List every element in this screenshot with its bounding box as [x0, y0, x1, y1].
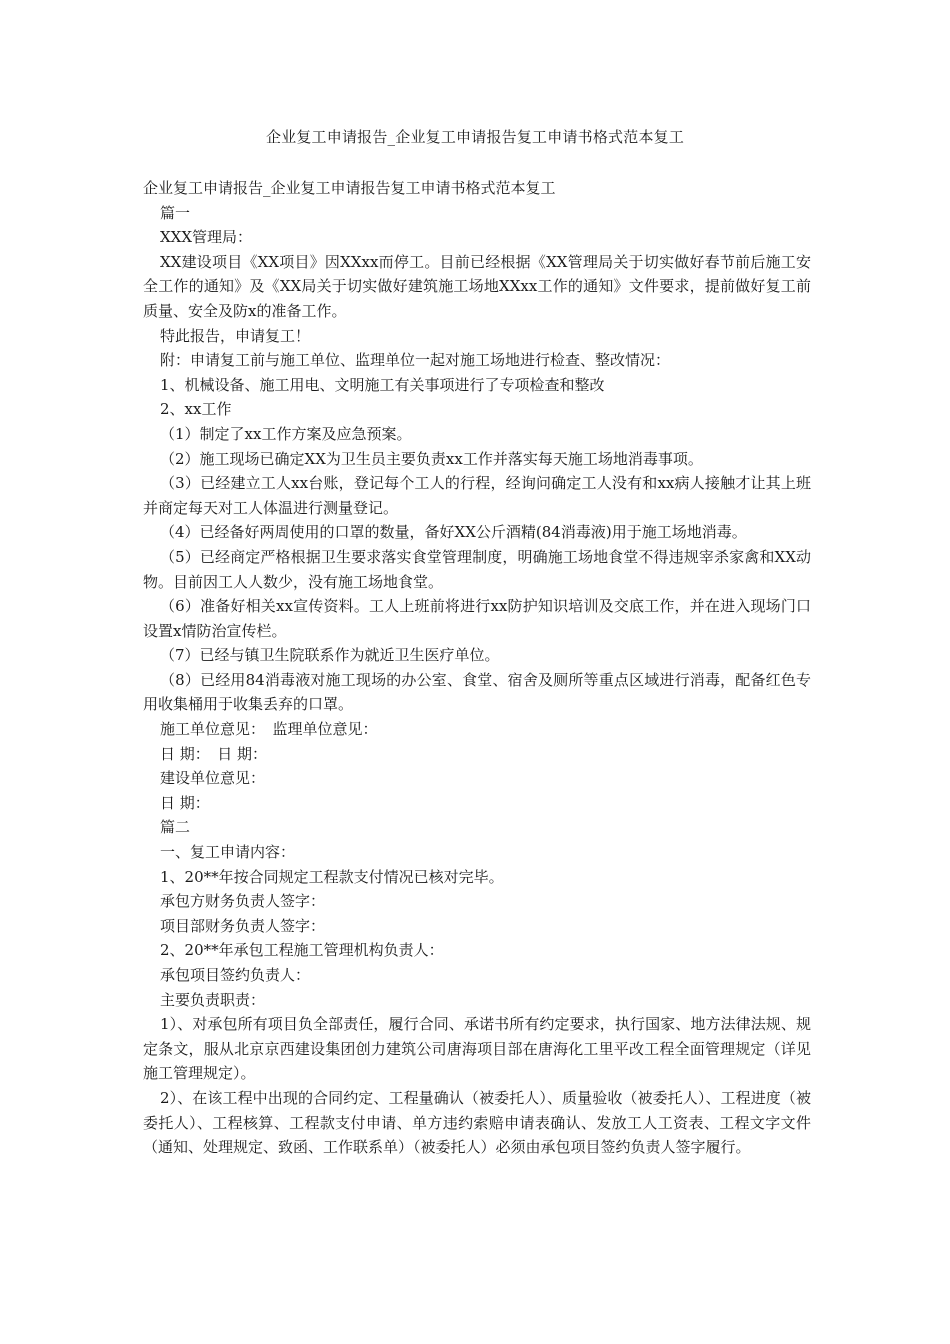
- paragraph: （2）施工现场已确定XX为卫生员主要负责xx工作并落实每天施工场地消毒事项。: [160, 449, 703, 468]
- paragraph: 建设单位意见：: [160, 769, 266, 788]
- document-body: [143, 176, 811, 1160]
- paragraph: 1、20**年按合同规定工程款支付情况已核对完毕。: [160, 867, 504, 886]
- paragraph: 1、机械设备、施工用电、文明施工有关事项进行了专项检查和整改: [160, 375, 605, 394]
- paragraph: 项目部财务负责人签字：: [160, 916, 326, 935]
- paragraph: 日 期：: [160, 793, 210, 812]
- paragraph: 一、复工申请内容：: [160, 843, 296, 862]
- paragraph: 篇二: [160, 818, 191, 837]
- document-title: 企业复工申请报告_企业复工申请报告复工申请书格式范本复工: [265, 128, 685, 146]
- paragraph: （3）已经建立工人xx台账，登记每个工人的行程，经询问确定工人没有和xx病人接触才让其上班并商定每天对工人体温进行测量登记。: [143, 474, 811, 517]
- paragraph: 施工单位意见： 监理单位意见：: [160, 720, 378, 739]
- paragraph: 1）、对承包所有项目负全部责任，履行合同、承诺书所有约定要求，执行国家、地方法律法规、规定条文，服从北京京西建设集团创力建筑公司唐海项目部在唐海化工里平改工程全面管理规定（详见施工管理规定）。: [143, 1015, 811, 1083]
- paragraph: 日 期： 日 期：: [160, 744, 268, 763]
- paragraph: （1）制定了xx工作方案及应急预案。: [160, 424, 412, 443]
- paragraph: 2）、在该工程中出现的合同约定、工程量确认（被委托人）、质量验收（被委托人）、工程进度（被委托人）、工程核算、工程款支付申请、单方违约索赔申请表确认、发放工人工资表、工程文字文件（通知、处理规定、致函、工作联系单）（被委托人）必须由承包项目签约负责人签字履行。: [143, 1088, 811, 1157]
- paragraph: 主要负责职责：: [160, 990, 266, 1009]
- paragraph: （6）准备好相关xx宣传资料。工人上班前将进行xx防护知识培训及交底工作，并在进入现场门口设置x情防治宣传栏。: [143, 597, 811, 640]
- paragraph: 篇一: [160, 203, 191, 222]
- paragraph: 2、20**年承包工程施工管理机构负责人：: [160, 941, 444, 960]
- paragraph: 承包方财务负责人签字：: [160, 892, 326, 911]
- paragraph: 企业复工申请报告_企业复工申请报告复工申请书格式范本复工: [143, 179, 556, 197]
- paragraph: （7）已经与镇卫生院联系作为就近卫生医疗单位。: [160, 646, 500, 665]
- paragraph: （4）已经备好两周使用的口罩的数量，备好XX公斤酒精(84消毒液)用于施工场地消毒。: [160, 523, 747, 542]
- paragraph: 附：申请复工前与施工单位、监理单位一起对施工场地进行检查、整改情况：: [160, 351, 671, 370]
- paragraph: XXX管理局：: [160, 228, 253, 247]
- paragraph: （8）已经用84消毒液对施工现场的办公室、食堂、宿舍及厕所等重点区域进行消毒，配备红色专用收集桶用于收集丢弃的口罩。: [143, 670, 811, 714]
- paragraph: 特此报告，申请复工！: [160, 326, 311, 345]
- paragraph: （5）已经商定严格根据卫生要求落实食堂管理制度，明确施工场地食堂不得违规宰杀家禽和XX动物。目前因工人人数少，没有施工场地食堂。: [143, 547, 811, 591]
- paragraph: 2、xx工作: [160, 400, 232, 419]
- paragraph: 承包项目签约负责人：: [160, 966, 311, 984]
- paragraph: XX建设项目《XX项目》因XXxx而停工。目前已经根据《XX管理局关于切实做好春节前后施工安全工作的通知》及《XX局关于切实做好建筑施工场地XXxx工作的通知》文件要求，提前做好复工前质量、安全及防x的准备工作。: [143, 252, 811, 320]
